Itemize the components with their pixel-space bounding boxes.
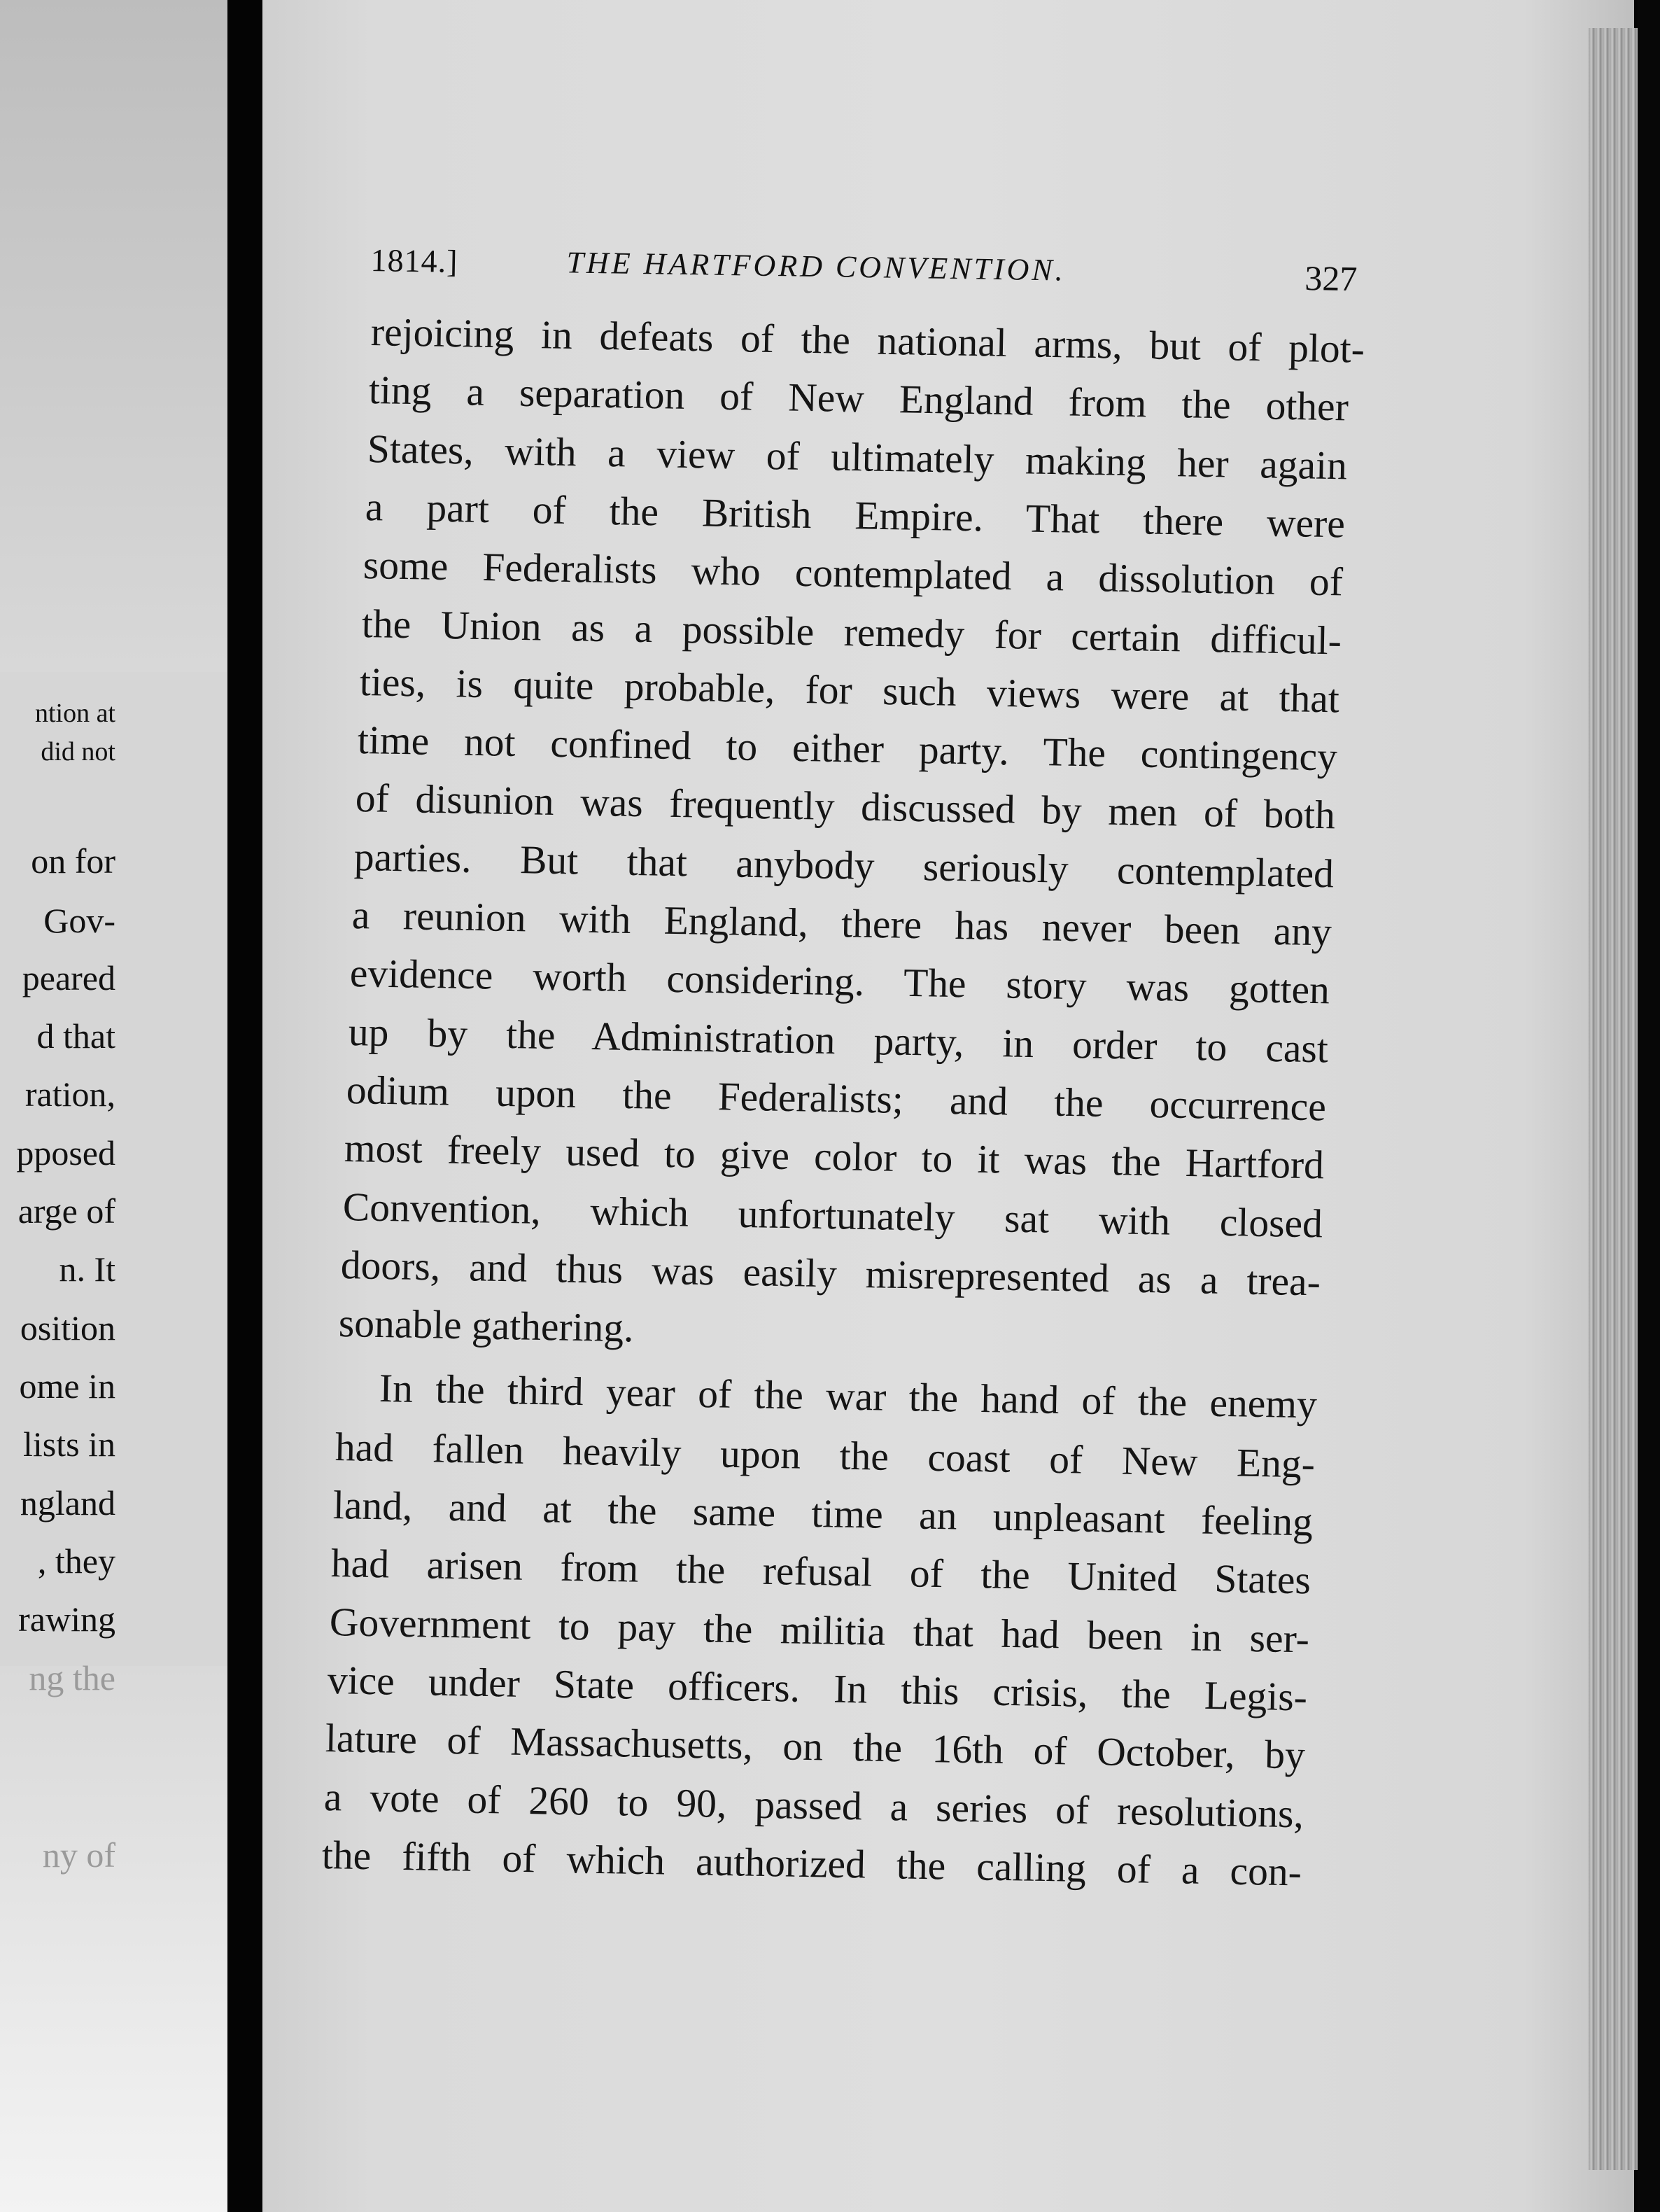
body-text-line: doors, and thus was easily misrepresented as a trea- [340,1242,1321,1305]
page-edges [1589,28,1638,2170]
body-text-line: most freely used to give color to it was the Hartford [344,1126,1325,1188]
body-text-line: ties, is quite probable, for such views were at that [359,659,1340,722]
running-header-date: 1814.] [370,241,458,279]
body-text-line: a part of the British Empire. That there were [365,484,1346,547]
left-page-line: ration, [24,1074,115,1114]
body-text-line: Convention, which unfortunately sat with closed [342,1184,1323,1246]
left-page-washout [0,1666,227,2212]
body-text-line: some Federalists who contemplated a dissolution of [363,543,1344,605]
body-text-line: a reunion with England, there has never been any [351,893,1332,955]
body-text-line: parties. But that anybody seriously contemplated [353,834,1335,897]
body-text-line: odium upon the Federalists; and the occurrence [346,1068,1327,1130]
body-text-line: had arisen from the refusal of the United States [330,1541,1311,1603]
left-page-shading [0,0,227,672]
left-page-line: osition [20,1308,115,1348]
body-text-line: Government to pay the militia that had been in ser- [329,1600,1310,1662]
body-text-line: of disunion was frequently discussed by men of both [355,776,1336,838]
book-gutter [227,0,262,2212]
page-number: 327 [1304,258,1358,299]
left-page-line: did not [41,737,115,766]
body-text-line: States, with a view of ultimately making her again [367,426,1347,489]
left-page-line: peared [22,958,115,997]
body-text-line: up by the Administration party, in order to cast [348,1009,1329,1072]
left-page-line: d that [36,1016,115,1056]
left-page-line: pposed [16,1133,115,1172]
running-header-title: THE HARTFORD CONVENTION. [566,245,1067,288]
left-page [0,0,227,2212]
left-page-line: lists in [23,1424,115,1464]
body-text-line: the Union as a possible remedy for certain difficul- [360,601,1342,663]
left-page-line: ngland [20,1483,115,1522]
body-text-line: the fifth of which authorized the calling of a con- [321,1833,1302,1895]
left-page-line: Gov- [43,901,115,940]
body-text-line: vice under State officers. In this crisis, the Legis- [327,1658,1308,1720]
left-page-line: , they [37,1541,115,1581]
body-text-line: land, and at the same time an unpleasant feeling [332,1483,1314,1545]
left-page-line: ng the [29,1658,115,1698]
left-page-line: ny of [42,1835,115,1875]
body-text-line: sonable gathering. [338,1301,635,1351]
body-text-line: lature of Massachusetts, on the 16th of October, by [325,1716,1306,1778]
body-text-line: evidence worth considering. The story was gotten [349,951,1330,1013]
body-text-line: time not confined to either party. The contingency [357,718,1338,780]
body-text-line: ting a separation of New England from the other [368,368,1349,430]
body-text-line: rejoicing in defeats of the national arms, but of plot- [370,310,1365,372]
left-page-line: arge of [17,1191,115,1231]
left-page-line: ntion at [34,699,115,728]
body-text-line: a vote of 260 to 90, passed a series of resolutions, [323,1774,1304,1836]
body-text-line: In the third year of the war the hand of the enemy [378,1366,1317,1427]
left-page-line: n. It [59,1250,115,1289]
left-page-line: on for [31,841,115,881]
left-page-line: rawing [18,1600,115,1639]
outer-border [1638,0,1660,2212]
body-text-line: had fallen heavily upon the coast of New Eng- [335,1424,1316,1487]
left-page-line: ome in [19,1366,115,1406]
